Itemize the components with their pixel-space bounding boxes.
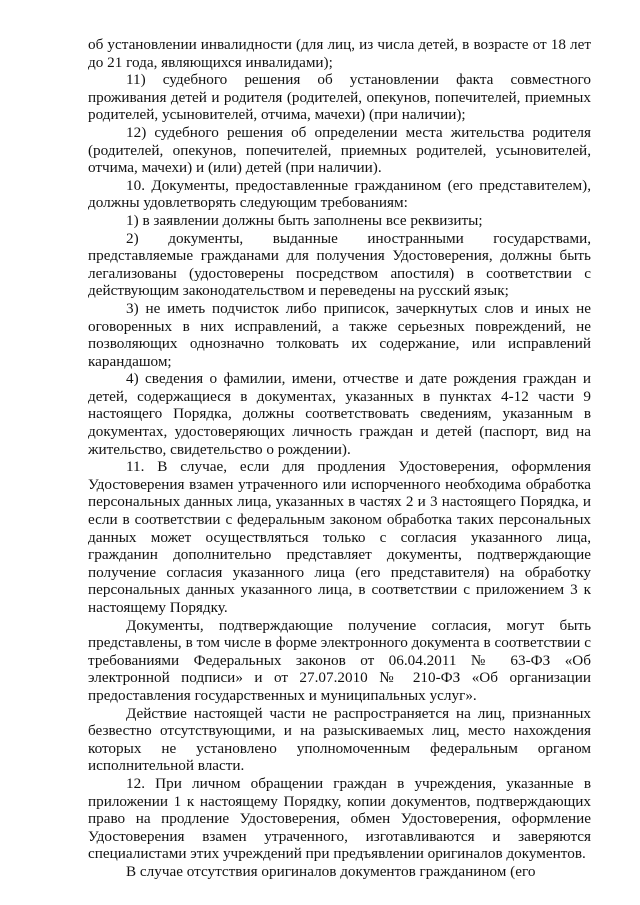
paragraph-section-10: 10. Документы, предоставленные гражданином (его представителем), должны удовлетворять следующим требованиям:: [88, 176, 591, 212]
paragraph-section-12: 12. При личном обращении граждан в учреждения, указанные в приложении 1 к настоящему Порядку, копии документов, подтверждающих право на продление Удостоверения, обмен Удостоверения, оформление Удостоверения взамен утраченного, изготавливаются и заверяются специалистами этих учреждений при предъявлении оригиналов документов.: [88, 774, 591, 863]
paragraph-continuation-disability: об установлении инвалидности (для лиц, из числа детей, в возрасте от 18 лет до 21 года, являющихся инвалидами);: [88, 36, 591, 71]
paragraph-exception: Действие настоящей части не распространяется на лиц, признанных безвестно отсутствующими, и на разыскиваемых лиц, место нахождения которых не установлено уполномоченным федеральным органом исполнительной власти.: [88, 704, 591, 775]
paragraph-consent-documents: Документы, подтверждающие получение согласия, могут быть представлены, в том числе в форме электронного документа в соответствии с требованиями Федеральных законов от 06.04.2011 № 63-ФЗ «Об электронной подписи» и от 27.07.2010 № 210-ФЗ «Об организации предоставления государственных и муниципальных услуг».: [88, 616, 591, 704]
paragraph-requirement-3: 3) не иметь подчисток либо приписок, зачеркнутых слов и иных не оговоренных в них исправлений, а также серьезных повреждений, не позволяющих однозначно толковать их содержание, или исправлений карандашом;: [88, 299, 591, 370]
paragraph-requirement-4: 4) сведения о фамилии, имени, отчестве и дате рождения граждан и детей, содержащиеся в документах, указанных в пунктах 4-12 части 9 настоящего Порядка, должны соответствовать сведениям, указанным в документах, удостоверяющих личность граждан и детей (паспорт, вид на жительство, свидетельство о рождении).: [88, 370, 591, 458]
document-page: [88, 36, 591, 881]
paragraph-item-12-residence: 12) судебного решения об определении места жительства родителя (родителей, опекунов, попечителей, приемных родителей, усыновителей, отчима, мачехи) и (или) детей (при наличии).: [88, 123, 591, 177]
paragraph-section-11: 11. В случае, если для продления Удостоверения, оформления Удостоверения взамен утраченного или испорченного необходима обработка персональных данных лица, указанных в частях 2 и 3 настоящего Порядка, и если в соответствии с федеральным законом обработка таких персональных данных может осуществляться только с согласия указанного лица, гражданин дополнительно представляет документы, подтверждающие получение согласия указанного лица (его представителя) на обработку персональных данных указанного лица, в соответствии с приложением 3 к настоящему Порядку.: [88, 458, 591, 616]
paragraph-requirement-2: 2) документы, выданные иностранными государствами, представляемые гражданами для получения Удостоверения, должны быть легализованы (удостоверены посредством апостиля) в соответствии с действующим законодательством и переведены на русский язык;: [88, 229, 591, 300]
paragraph-missing-originals: В случае отсутствия оригиналов документов гражданином (его: [126, 862, 536, 880]
paragraph-requirement-1: 1) в заявлении должны быть заполнены все реквизиты;: [126, 211, 483, 229]
paragraph-item-11-cohabitation: 11) судебного решения об установлении факта совместного проживания детей и родителя (родителей, опекунов, попечителей, приемных родителей, усыновителей, отчима, мачехи) (при наличии);: [88, 71, 591, 124]
